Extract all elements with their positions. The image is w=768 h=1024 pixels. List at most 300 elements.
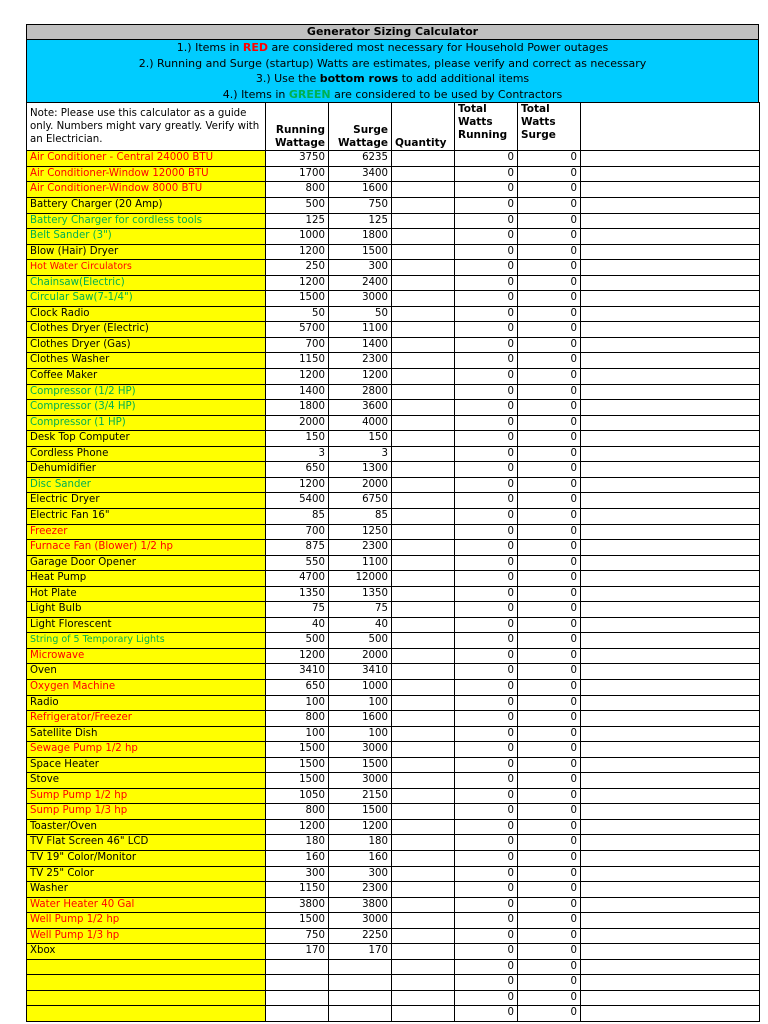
appliance-name-cell[interactable]: TV Flat Screen 46" LCD: [27, 835, 266, 851]
appliance-name-cell[interactable]: Dehumidifier: [27, 462, 266, 478]
appliance-name-cell[interactable]: Sump Pump 1/3 hp: [27, 804, 266, 820]
quantity-cell[interactable]: [392, 462, 455, 478]
running-wattage-cell[interactable]: 1700: [266, 166, 329, 182]
blank-cell: [581, 882, 760, 898]
quantity-cell[interactable]: [392, 617, 455, 633]
quantity-cell[interactable]: [392, 322, 455, 338]
running-wattage-cell[interactable]: 1200: [266, 477, 329, 493]
running-wattage-cell[interactable]: 40: [266, 617, 329, 633]
surge-wattage-cell[interactable]: 1000: [329, 679, 392, 695]
appliance-name-cell[interactable]: Oven: [27, 664, 266, 680]
quantity-cell[interactable]: [392, 633, 455, 649]
surge-wattage-cell[interactable]: 100: [329, 726, 392, 742]
quantity-cell[interactable]: [392, 555, 455, 571]
running-wattage-cell[interactable]: 1200: [266, 244, 329, 260]
appliance-name-cell[interactable]: Air Conditioner - Central 24000 BTU: [27, 151, 266, 167]
quantity-cell[interactable]: [392, 229, 455, 245]
total-surge-cell: 0: [518, 975, 581, 991]
running-wattage-cell[interactable]: [266, 1006, 329, 1022]
quantity-cell[interactable]: [392, 679, 455, 695]
surge-wattage-cell[interactable]: 1200: [329, 369, 392, 385]
quantity-cell[interactable]: [392, 244, 455, 260]
total-surge-cell: 0: [518, 400, 581, 416]
surge-wattage-cell[interactable]: [329, 975, 392, 991]
quantity-cell[interactable]: [392, 664, 455, 680]
table-row: [27, 415, 760, 431]
appliance-name-cell[interactable]: Blow (Hair) Dryer: [27, 244, 266, 260]
running-wattage-cell[interactable]: 3: [266, 446, 329, 462]
table-row: [27, 291, 760, 307]
quantity-cell[interactable]: [392, 384, 455, 400]
blank-cell: [581, 742, 760, 758]
quantity-cell[interactable]: [392, 757, 455, 773]
surge-wattage-cell[interactable]: 3000: [329, 913, 392, 929]
total-running-cell: 0: [455, 617, 518, 633]
surge-wattage-cell[interactable]: 2000: [329, 648, 392, 664]
surge-wattage-cell[interactable]: [329, 990, 392, 1006]
quantity-cell[interactable]: [392, 882, 455, 898]
quantity-cell[interactable]: [392, 571, 455, 587]
quantity-cell[interactable]: [392, 151, 455, 167]
instructions-banner: [26, 39, 759, 102]
surge-wattage-cell[interactable]: 1600: [329, 711, 392, 727]
appliance-name-cell[interactable]: [27, 975, 266, 991]
quantity-header: Quantity: [392, 103, 455, 151]
quantity-cell[interactable]: [392, 275, 455, 291]
appliance-name-cell[interactable]: Compressor (1/2 HP): [27, 384, 266, 400]
total-running-cell: 0: [455, 975, 518, 991]
quantity-cell[interactable]: [392, 260, 455, 276]
instruction-text: 3.) Use the: [255, 72, 320, 86]
quantity-cell[interactable]: [392, 959, 455, 975]
surge-wattage-cell[interactable]: 1350: [329, 586, 392, 602]
appliance-name-cell[interactable]: Desk Top Computer: [27, 431, 266, 447]
appliance-name-cell[interactable]: Freezer: [27, 524, 266, 540]
quantity-cell[interactable]: [392, 742, 455, 758]
total-surge-cell: 0: [518, 773, 581, 789]
blank-cell: [581, 337, 760, 353]
table-row: [27, 462, 760, 478]
total-running-cell: 0: [455, 882, 518, 898]
surge-wattage-cell[interactable]: 4000: [329, 415, 392, 431]
quantity-cell[interactable]: [392, 990, 455, 1006]
appliance-name-cell[interactable]: Washer: [27, 882, 266, 898]
surge-wattage-cell[interactable]: 3: [329, 446, 392, 462]
table-row: [27, 213, 760, 229]
quantity-cell[interactable]: [392, 306, 455, 322]
appliance-name-cell[interactable]: Cordless Phone: [27, 446, 266, 462]
appliance-name-cell[interactable]: Well Pump 1/3 hp: [27, 928, 266, 944]
running-wattage-cell[interactable]: [266, 959, 329, 975]
quantity-cell[interactable]: [392, 213, 455, 229]
total-surge-cell: 0: [518, 679, 581, 695]
total-surge-cell: 0: [518, 695, 581, 711]
appliance-name-cell[interactable]: TV 25" Color: [27, 866, 266, 882]
appliance-name-cell[interactable]: Radio: [27, 695, 266, 711]
surge-wattage-cell[interactable]: 2300: [329, 353, 392, 369]
surge-wattage-cell[interactable]: 180: [329, 835, 392, 851]
surge-wattage-cell[interactable]: 2300: [329, 540, 392, 556]
quantity-cell[interactable]: [392, 804, 455, 820]
quantity-cell[interactable]: [392, 819, 455, 835]
running-wattage-cell[interactable]: 1000: [266, 229, 329, 245]
quantity-cell[interactable]: [392, 695, 455, 711]
appliance-name-cell[interactable]: Toaster/Oven: [27, 819, 266, 835]
appliance-name-cell[interactable]: TV 19" Color/Monitor: [27, 850, 266, 866]
blank-cell: [581, 633, 760, 649]
running-wattage-cell[interactable]: 3750: [266, 151, 329, 167]
quantity-cell[interactable]: [392, 866, 455, 882]
surge-wattage-cell[interactable]: 1400: [329, 337, 392, 353]
quantity-cell[interactable]: [392, 353, 455, 369]
blank-cell: [581, 151, 760, 167]
appliance-name-cell[interactable]: Light Florescent: [27, 617, 266, 633]
running-wattage-cell[interactable]: 125: [266, 213, 329, 229]
total-surge-cell: 0: [518, 757, 581, 773]
surge-wattage-cell[interactable]: 3000: [329, 742, 392, 758]
blank-cell: [581, 819, 760, 835]
running-wattage-cell[interactable]: 1500: [266, 757, 329, 773]
running-wattage-cell[interactable]: 800: [266, 804, 329, 820]
appliance-name-cell[interactable]: Coffee Maker: [27, 369, 266, 385]
appliance-name-cell[interactable]: Clothes Dryer (Electric): [27, 322, 266, 338]
running-wattage-cell[interactable]: 650: [266, 462, 329, 478]
quantity-cell[interactable]: [392, 586, 455, 602]
surge-wattage-cell[interactable]: 3410: [329, 664, 392, 680]
total-running-cell: 0: [455, 400, 518, 416]
table-row: [27, 322, 760, 338]
running-wattage-cell[interactable]: 700: [266, 524, 329, 540]
appliance-name-cell[interactable]: Circular Saw(7-1/4"): [27, 291, 266, 307]
surge-wattage-cell[interactable]: 75: [329, 602, 392, 618]
surge-wattage-cell[interactable]: 125: [329, 213, 392, 229]
total-surge-cell: 0: [518, 431, 581, 447]
quantity-cell[interactable]: [392, 508, 455, 524]
blank-cell: [581, 571, 760, 587]
appliance-name-cell[interactable]: Compressor (1 HP): [27, 415, 266, 431]
table-row: [27, 353, 760, 369]
total-surge-cell: 0: [518, 244, 581, 260]
table-row: [27, 477, 760, 493]
running-wattage-cell[interactable]: 1350: [266, 586, 329, 602]
running-wattage-cell[interactable]: 4700: [266, 571, 329, 587]
surge-wattage-cell[interactable]: 160: [329, 850, 392, 866]
appliance-name-cell[interactable]: Hot Water Circulators: [27, 260, 266, 276]
quantity-cell[interactable]: [392, 369, 455, 385]
running-wattage-cell[interactable]: 500: [266, 633, 329, 649]
running-wattage-cell[interactable]: 500: [266, 198, 329, 214]
total-surge-cell: 0: [518, 508, 581, 524]
total-surge-cell: 0: [518, 602, 581, 618]
appliance-name-cell[interactable]: Oxygen Machine: [27, 679, 266, 695]
quantity-cell[interactable]: [392, 400, 455, 416]
quantity-cell[interactable]: [392, 897, 455, 913]
total-surge-cell: 0: [518, 462, 581, 478]
surge-wattage-cell[interactable]: 1600: [329, 182, 392, 198]
total-surge-cell: 0: [518, 664, 581, 680]
total-running-cell: 0: [455, 726, 518, 742]
running-wattage-cell[interactable]: 1500: [266, 913, 329, 929]
surge-wattage-cell[interactable]: 150: [329, 431, 392, 447]
quantity-cell[interactable]: [392, 182, 455, 198]
surge-wattage-cell[interactable]: 2400: [329, 275, 392, 291]
quantity-cell[interactable]: [392, 788, 455, 804]
surge-wattage-cell[interactable]: 2000: [329, 477, 392, 493]
running-wattage-cell[interactable]: 1150: [266, 353, 329, 369]
surge-wattage-cell[interactable]: [329, 1006, 392, 1022]
surge-wattage-cell[interactable]: 300: [329, 866, 392, 882]
quantity-cell[interactable]: [392, 198, 455, 214]
appliance-name-cell[interactable]: Refrigerator/Freezer: [27, 711, 266, 727]
running-wattage-cell[interactable]: 5700: [266, 322, 329, 338]
surge-wattage-cell[interactable]: 1200: [329, 819, 392, 835]
surge-wattage-cell[interactable]: 6235: [329, 151, 392, 167]
quantity-cell[interactable]: [392, 773, 455, 789]
total-running-cell: 0: [455, 757, 518, 773]
appliance-name-cell[interactable]: Microwave: [27, 648, 266, 664]
quantity-cell[interactable]: [392, 648, 455, 664]
total-running-cell: 0: [455, 306, 518, 322]
surge-wattage-cell[interactable]: 3800: [329, 897, 392, 913]
appliance-name-cell[interactable]: Stove: [27, 773, 266, 789]
appliance-name-cell[interactable]: String of 5 Temporary Lights: [27, 633, 266, 649]
surge-wattage-cell[interactable]: 2800: [329, 384, 392, 400]
running-wattage-cell[interactable]: 1200: [266, 275, 329, 291]
quantity-cell[interactable]: [392, 446, 455, 462]
running-wattage-cell[interactable]: [266, 990, 329, 1006]
quantity-cell[interactable]: [392, 975, 455, 991]
appliance-name-cell[interactable]: Xbox: [27, 944, 266, 960]
total-surge-cell: 0: [518, 913, 581, 929]
running-wattage-cell[interactable]: 1500: [266, 742, 329, 758]
appliance-name-cell[interactable]: Furnace Fan (Blower) 1/2 hp: [27, 540, 266, 556]
total-surge-cell: 0: [518, 415, 581, 431]
surge-wattage-cell[interactable]: 85: [329, 508, 392, 524]
running-wattage-cell[interactable]: 5400: [266, 493, 329, 509]
blank-cell: [581, 944, 760, 960]
total-surge-cell: 0: [518, 850, 581, 866]
surge-wattage-cell[interactable]: 1500: [329, 757, 392, 773]
appliance-name-cell[interactable]: Disc Sander: [27, 477, 266, 493]
surge-wattage-cell[interactable]: 500: [329, 633, 392, 649]
running-wattage-cell[interactable]: 1050: [266, 788, 329, 804]
appliance-name-cell[interactable]: Battery Charger (20 Amp): [27, 198, 266, 214]
running-wattage-cell[interactable]: 750: [266, 928, 329, 944]
quantity-cell[interactable]: [392, 493, 455, 509]
quantity-cell[interactable]: [392, 337, 455, 353]
total-surge-cell: 0: [518, 291, 581, 307]
appliance-name-cell[interactable]: Satellite Dish: [27, 726, 266, 742]
running-wattage-cell[interactable]: 85: [266, 508, 329, 524]
surge-wattage-cell[interactable]: 750: [329, 198, 392, 214]
total-running-cell: 0: [455, 866, 518, 882]
quantity-cell[interactable]: [392, 524, 455, 540]
appliance-name-cell[interactable]: Space Heater: [27, 757, 266, 773]
appliance-name-cell[interactable]: [27, 959, 266, 975]
table-row: [27, 913, 760, 929]
surge-wattage-cell[interactable]: 12000: [329, 571, 392, 587]
blank-cell: [581, 244, 760, 260]
running-wattage-cell[interactable]: 2000: [266, 415, 329, 431]
table-row: [27, 586, 760, 602]
running-wattage-cell[interactable]: 3410: [266, 664, 329, 680]
table-row: [27, 742, 760, 758]
running-wattage-cell[interactable]: 180: [266, 835, 329, 851]
table-row: [27, 508, 760, 524]
running-wattage-cell[interactable]: 170: [266, 944, 329, 960]
running-wattage-cell[interactable]: 3800: [266, 897, 329, 913]
running-wattage-cell[interactable]: 100: [266, 695, 329, 711]
instruction-highlight: RED: [242, 41, 268, 54]
instruction-text: are considered most necessary for Household Power outages: [268, 41, 609, 54]
appliance-name-cell[interactable]: Light Bulb: [27, 602, 266, 618]
running-wattage-cell[interactable]: 75: [266, 602, 329, 618]
running-wattage-cell[interactable]: 1200: [266, 819, 329, 835]
total-surge-cell: 0: [518, 493, 581, 509]
surge-wattage-cell[interactable]: 1250: [329, 524, 392, 540]
table-row: [27, 633, 760, 649]
quantity-cell[interactable]: [392, 835, 455, 851]
surge-wattage-cell[interactable]: [329, 959, 392, 975]
running-wattage-cell[interactable]: 1200: [266, 369, 329, 385]
running-wattage-cell[interactable]: 875: [266, 540, 329, 556]
surge-wattage-cell[interactable]: 2300: [329, 882, 392, 898]
appliance-name-cell[interactable]: Electric Fan 16": [27, 508, 266, 524]
running-wattage-cell[interactable]: 300: [266, 866, 329, 882]
surge-wattage-cell[interactable]: 300: [329, 260, 392, 276]
running-wattage-cell[interactable]: 50: [266, 306, 329, 322]
running-wattage-cell[interactable]: 550: [266, 555, 329, 571]
running-wattage-cell[interactable]: 1150: [266, 882, 329, 898]
total-running-cell: 0: [455, 835, 518, 851]
total-surge-cell: 0: [518, 742, 581, 758]
total-running-cell: 0: [455, 850, 518, 866]
header-row: [27, 103, 760, 151]
instruction-line-1: [27, 40, 758, 56]
surge-wattage-cell[interactable]: 3600: [329, 400, 392, 416]
running-wattage-cell[interactable]: 100: [266, 726, 329, 742]
total-running-cell: 0: [455, 446, 518, 462]
appliance-name-cell[interactable]: Compressor (3/4 HP): [27, 400, 266, 416]
quantity-cell[interactable]: [392, 477, 455, 493]
quantity-cell[interactable]: [392, 928, 455, 944]
running-wattage-cell[interactable]: 150: [266, 431, 329, 447]
running-wattage-cell[interactable]: 700: [266, 337, 329, 353]
blank-cell: [581, 928, 760, 944]
quantity-cell[interactable]: [392, 602, 455, 618]
surge-wattage-cell[interactable]: 1300: [329, 462, 392, 478]
running-wattage-cell[interactable]: 1500: [266, 291, 329, 307]
surge-wattage-cell[interactable]: 50: [329, 306, 392, 322]
surge-wattage-cell[interactable]: 1100: [329, 322, 392, 338]
appliance-name-cell[interactable]: Belt Sander (3"): [27, 229, 266, 245]
running-wattage-cell[interactable]: 250: [266, 260, 329, 276]
appliance-name-cell[interactable]: Sump Pump 1/2 hp: [27, 788, 266, 804]
table-row: [27, 788, 760, 804]
blank-cell: [581, 306, 760, 322]
total-surge-cell: 0: [518, 804, 581, 820]
appliance-name-cell[interactable]: Electric Dryer: [27, 493, 266, 509]
running-wattage-cell[interactable]: [266, 975, 329, 991]
surge-wattage-cell[interactable]: 1100: [329, 555, 392, 571]
quantity-cell[interactable]: [392, 291, 455, 307]
blank-cell: [581, 182, 760, 198]
guide-note: Note: Please use this calculator as a guide only. Numbers might vary greatly. Verify with an Electrician.: [27, 103, 266, 151]
appliance-name-cell[interactable]: Garage Door Opener: [27, 555, 266, 571]
quantity-cell[interactable]: [392, 850, 455, 866]
total-running-cell: 0: [455, 353, 518, 369]
total-running-cell: 0: [455, 477, 518, 493]
running-wattage-cell[interactable]: 1800: [266, 400, 329, 416]
appliance-name-cell[interactable]: [27, 1006, 266, 1022]
surge-wattage-cell[interactable]: 170: [329, 944, 392, 960]
table-row: [27, 617, 760, 633]
table-row: [27, 850, 760, 866]
quantity-cell[interactable]: [392, 944, 455, 960]
appliance-name-cell[interactable]: Sewage Pump 1/2 hp: [27, 742, 266, 758]
running-wattage-cell[interactable]: 800: [266, 182, 329, 198]
generator-sizing-sheet: [26, 24, 759, 1022]
quantity-cell[interactable]: [392, 415, 455, 431]
appliance-name-cell[interactable]: Heat Pump: [27, 571, 266, 587]
quantity-cell[interactable]: [392, 726, 455, 742]
running-wattage-cell[interactable]: 650: [266, 679, 329, 695]
total-surge-cell: 0: [518, 866, 581, 882]
quantity-cell[interactable]: [392, 913, 455, 929]
quantity-cell[interactable]: [392, 431, 455, 447]
surge-wattage-cell[interactable]: 2150: [329, 788, 392, 804]
surge-wattage-cell[interactable]: 3000: [329, 773, 392, 789]
appliance-name-cell[interactable]: [27, 990, 266, 1006]
appliance-name-cell[interactable]: Clock Radio: [27, 306, 266, 322]
surge-wattage-cell[interactable]: 3400: [329, 166, 392, 182]
running-wattage-cell[interactable]: 1200: [266, 648, 329, 664]
running-wattage-cell[interactable]: 1400: [266, 384, 329, 400]
appliance-name-cell[interactable]: Hot Plate: [27, 586, 266, 602]
appliance-name-cell[interactable]: Clothes Dryer (Gas): [27, 337, 266, 353]
table-row: [27, 804, 760, 820]
total-surge-cell: 0: [518, 788, 581, 804]
surge-wattage-cell[interactable]: 2250: [329, 928, 392, 944]
appliance-name-cell[interactable]: Air Conditioner-Window 12000 BTU: [27, 166, 266, 182]
appliance-name-cell[interactable]: Air Conditioner-Window 8000 BTU: [27, 182, 266, 198]
running-wattage-cell[interactable]: 1500: [266, 773, 329, 789]
surge-wattage-cell[interactable]: 6750: [329, 493, 392, 509]
surge-wattage-cell[interactable]: 40: [329, 617, 392, 633]
total-surge-cell: 0: [518, 446, 581, 462]
surge-wattage-cell[interactable]: 3000: [329, 291, 392, 307]
appliance-name-cell[interactable]: Chainsaw(Electric): [27, 275, 266, 291]
quantity-cell[interactable]: [392, 1006, 455, 1022]
running-wattage-cell[interactable]: 800: [266, 711, 329, 727]
instruction-text: 2.) Running and Surge (startup) Watts are estimates, please verify and correct as necessary: [138, 56, 647, 70]
surge-wattage-cell[interactable]: 1500: [329, 244, 392, 260]
quantity-cell[interactable]: [392, 166, 455, 182]
quantity-cell[interactable]: [392, 540, 455, 556]
surge-wattage-cell[interactable]: 1800: [329, 229, 392, 245]
appliance-name-cell[interactable]: Well Pump 1/2 hp: [27, 913, 266, 929]
surge-wattage-cell[interactable]: 1500: [329, 804, 392, 820]
total-running-cell: 0: [455, 648, 518, 664]
surge-wattage-cell[interactable]: 100: [329, 695, 392, 711]
blank-cell: [581, 897, 760, 913]
appliance-name-cell[interactable]: Clothes Washer: [27, 353, 266, 369]
quantity-cell[interactable]: [392, 711, 455, 727]
table-row: [27, 166, 760, 182]
running-wattage-cell[interactable]: 160: [266, 850, 329, 866]
appliance-name-cell[interactable]: Water Heater 40 Gal: [27, 897, 266, 913]
appliance-name-cell[interactable]: Battery Charger for cordless tools: [27, 213, 266, 229]
